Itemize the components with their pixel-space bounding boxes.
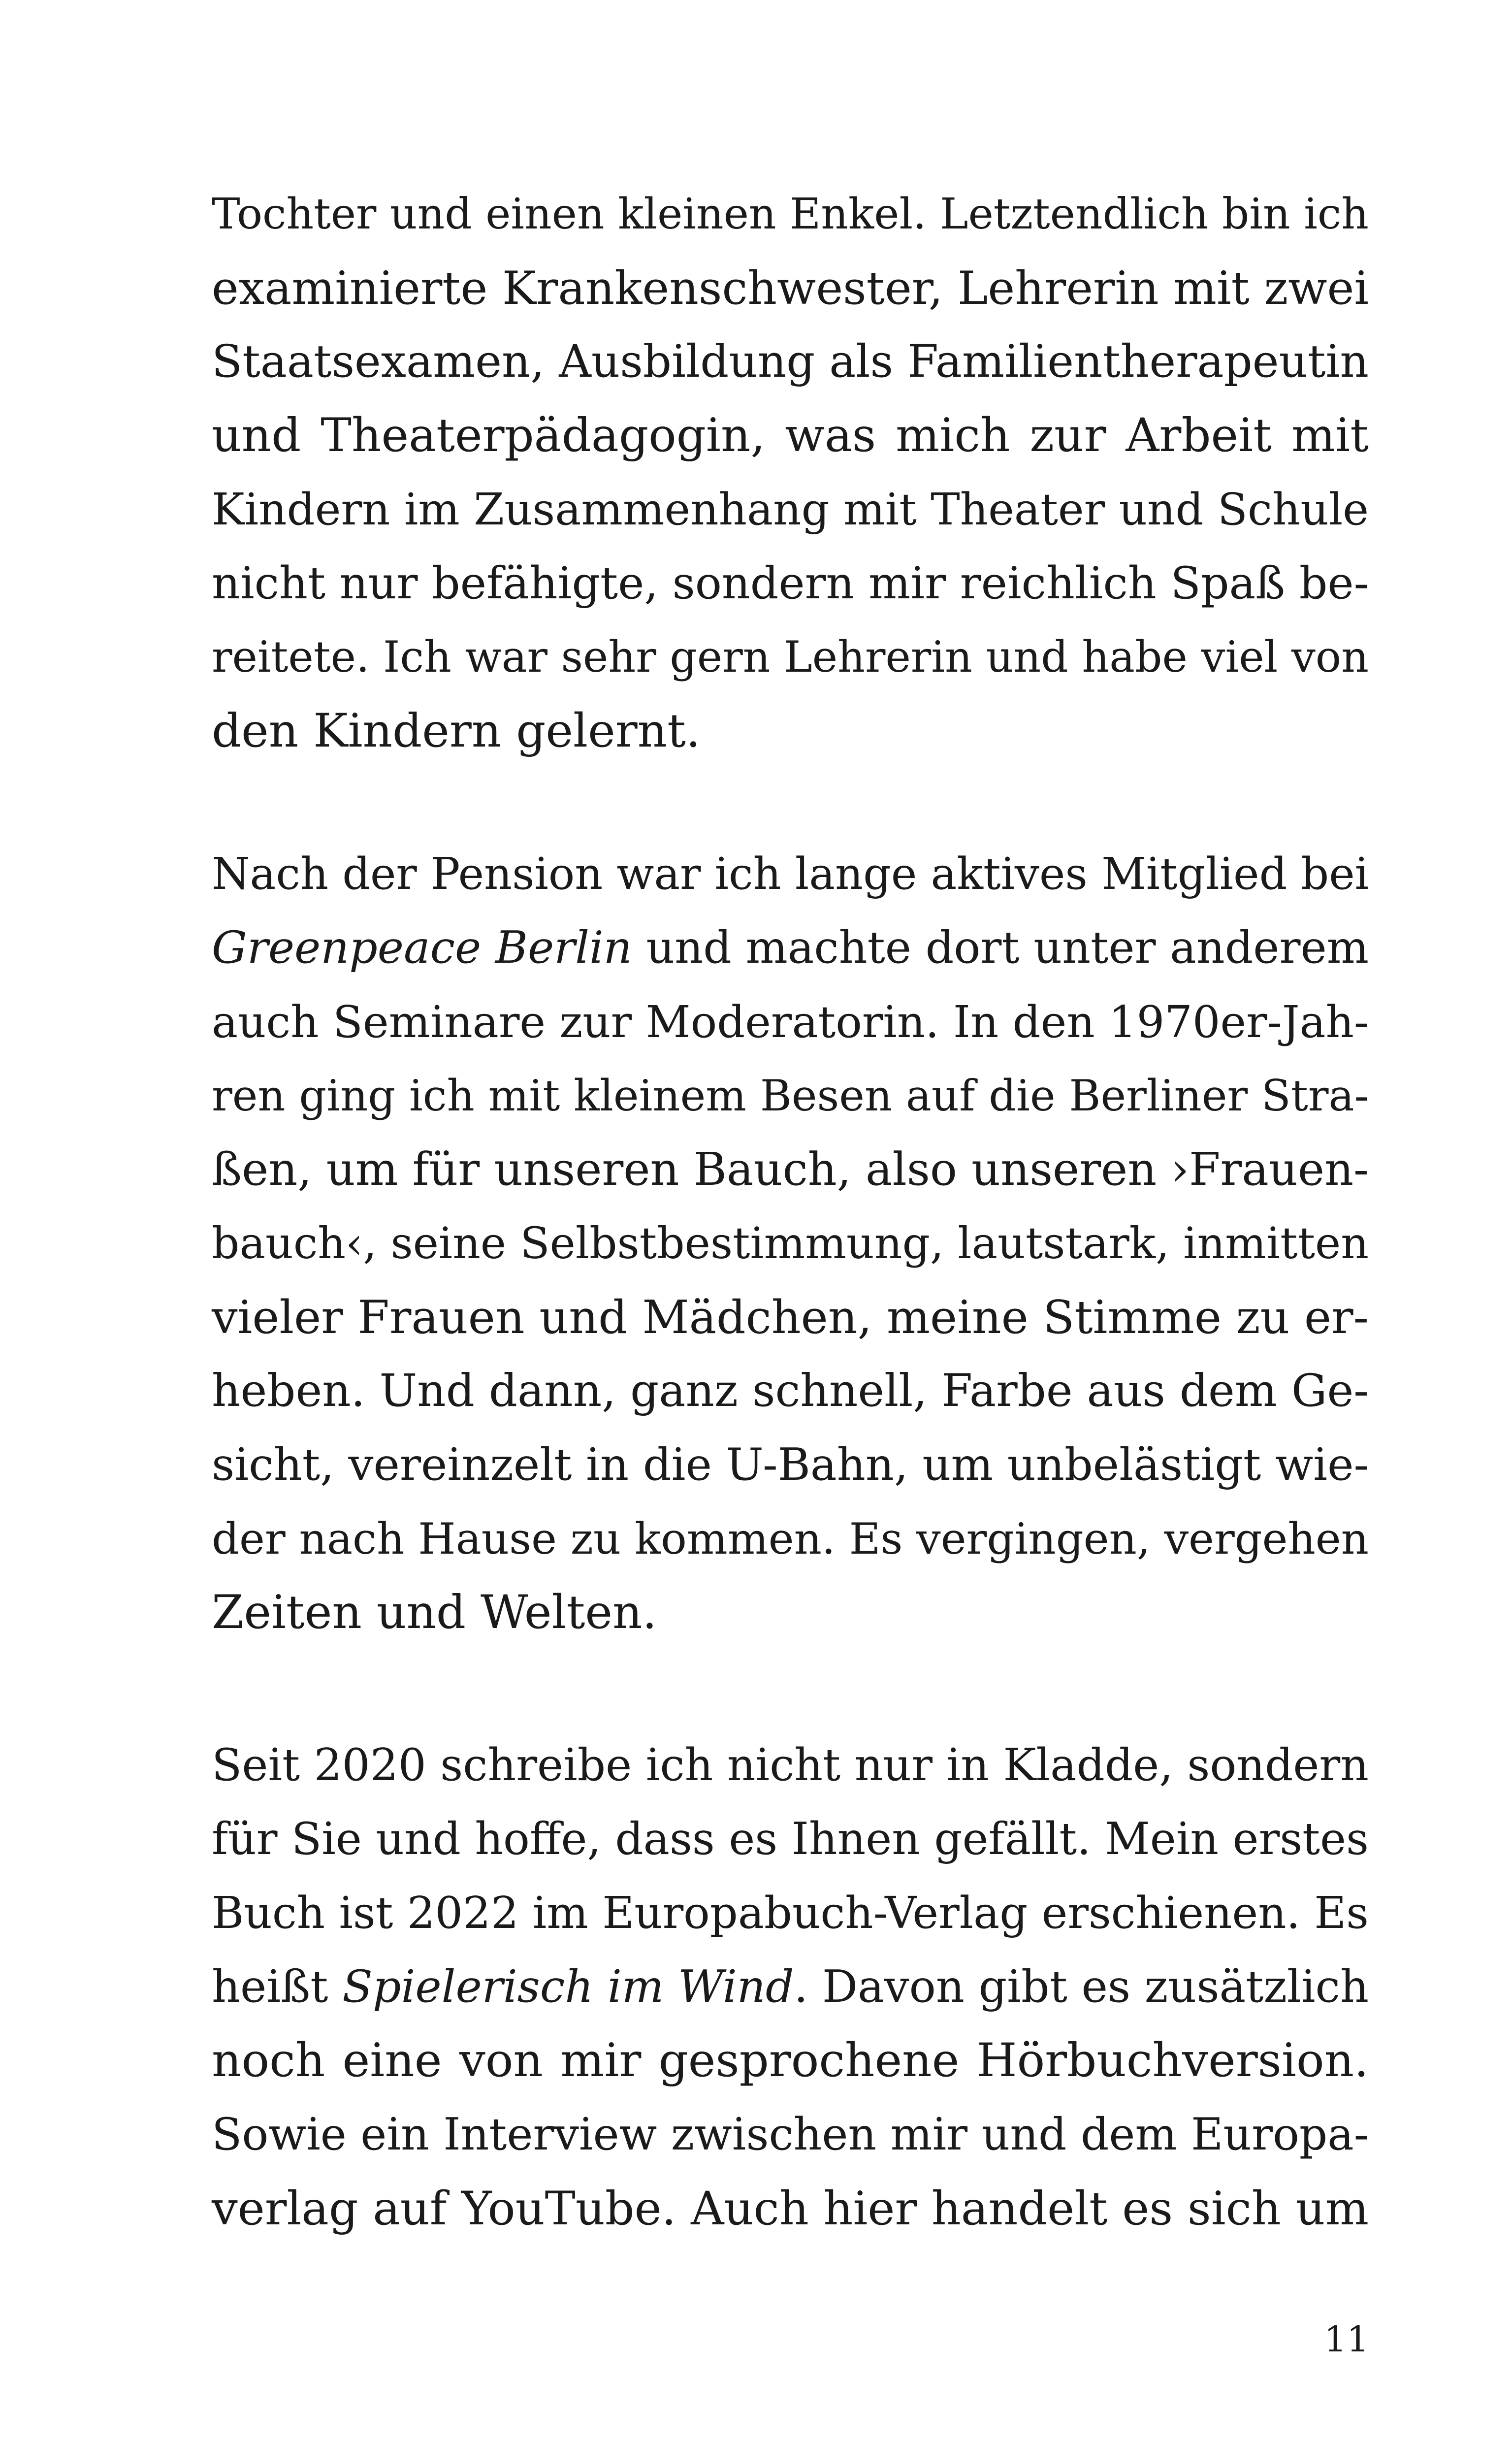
text-line: ren ging ich mit kleinem Besen auf die Berliner Stra- [212,1071,1369,1121]
italic-org-name: Greenpeace Berlin [212,922,632,974]
text-line: Staatsexamen, Ausbildung als Familientherapeutin [212,336,1369,388]
italic-book-title: Spielerisch im Wind [342,1961,794,2013]
text-line: der nach Hause zu kommen. Es vergingen, vergehen [212,1514,1369,1564]
text-line: vieler Frauen und Mädchen, meine Stimme zu er- [212,1291,1369,1344]
text-line: heißt Spielerisch im Wind. Davon gibt es zusätzlich [212,1961,1369,2013]
text-line: examinierte Krankenschwester, Lehrerin mit zwei [212,261,1369,315]
text-line: verlag auf YouTube. Auch hier handelt es sich um [212,2182,1369,2235]
text-line: bauch‹, seine Selbstbestimmung, lautstark, inmitten [212,1218,1369,1269]
text-line: und Theaterpädagogin, was mich zur Arbeit mit [212,409,1369,462]
text-line: Tochter und einen kleinen Enkel. Letztendlich bin ich [212,190,1369,239]
text-line: heben. Und dann, ganz schnell, Farbe aus dem Ge- [212,1365,1369,1417]
page-number: 11 [1324,2318,1369,2360]
text-line: Nach der Pension war ich lange aktives Mitglied bei [212,848,1369,899]
text-line: für Sie und hoffe, dass es Ihnen gefällt. Mein erstes [212,1814,1369,1865]
text-line: reitete. Ich war sehr gern Lehrerin und habe viel von [212,632,1369,682]
text-line: Seit 2020 schreibe ich nicht nur in Kladde, sondern [212,1740,1369,1791]
text-line: nicht nur befähigte, sondern mir reichlich Spaß be- [212,558,1369,609]
text-line: auch Seminare zur Moderatorin. In den 1970er-Jah- [212,996,1369,1047]
text-line: Buch ist 2022 im Europabuch-Verlag erschienen. Es [212,1888,1369,1939]
text-line: Zeiten und Welten. [212,1586,657,1639]
text-line: noch eine von mir gesprochene Hörbuchversion. [212,2034,1369,2087]
text-line: Greenpeace Berlin und machte dort unter anderem [212,922,1369,974]
text-line: Kindern im Zusammenhang mit Theater und Schule [212,484,1369,535]
text-line: Sowie ein Interview zwischen mir und dem Europa- [212,2109,1369,2160]
text-line: den Kindern gelernt. [212,704,701,758]
text-line: sicht, vereinzelt in die U-Bahn, um unbelästigt wie- [212,1439,1369,1491]
text-line: ßen, um für unseren Bauch, also unseren ›Frauen- [212,1143,1369,1196]
